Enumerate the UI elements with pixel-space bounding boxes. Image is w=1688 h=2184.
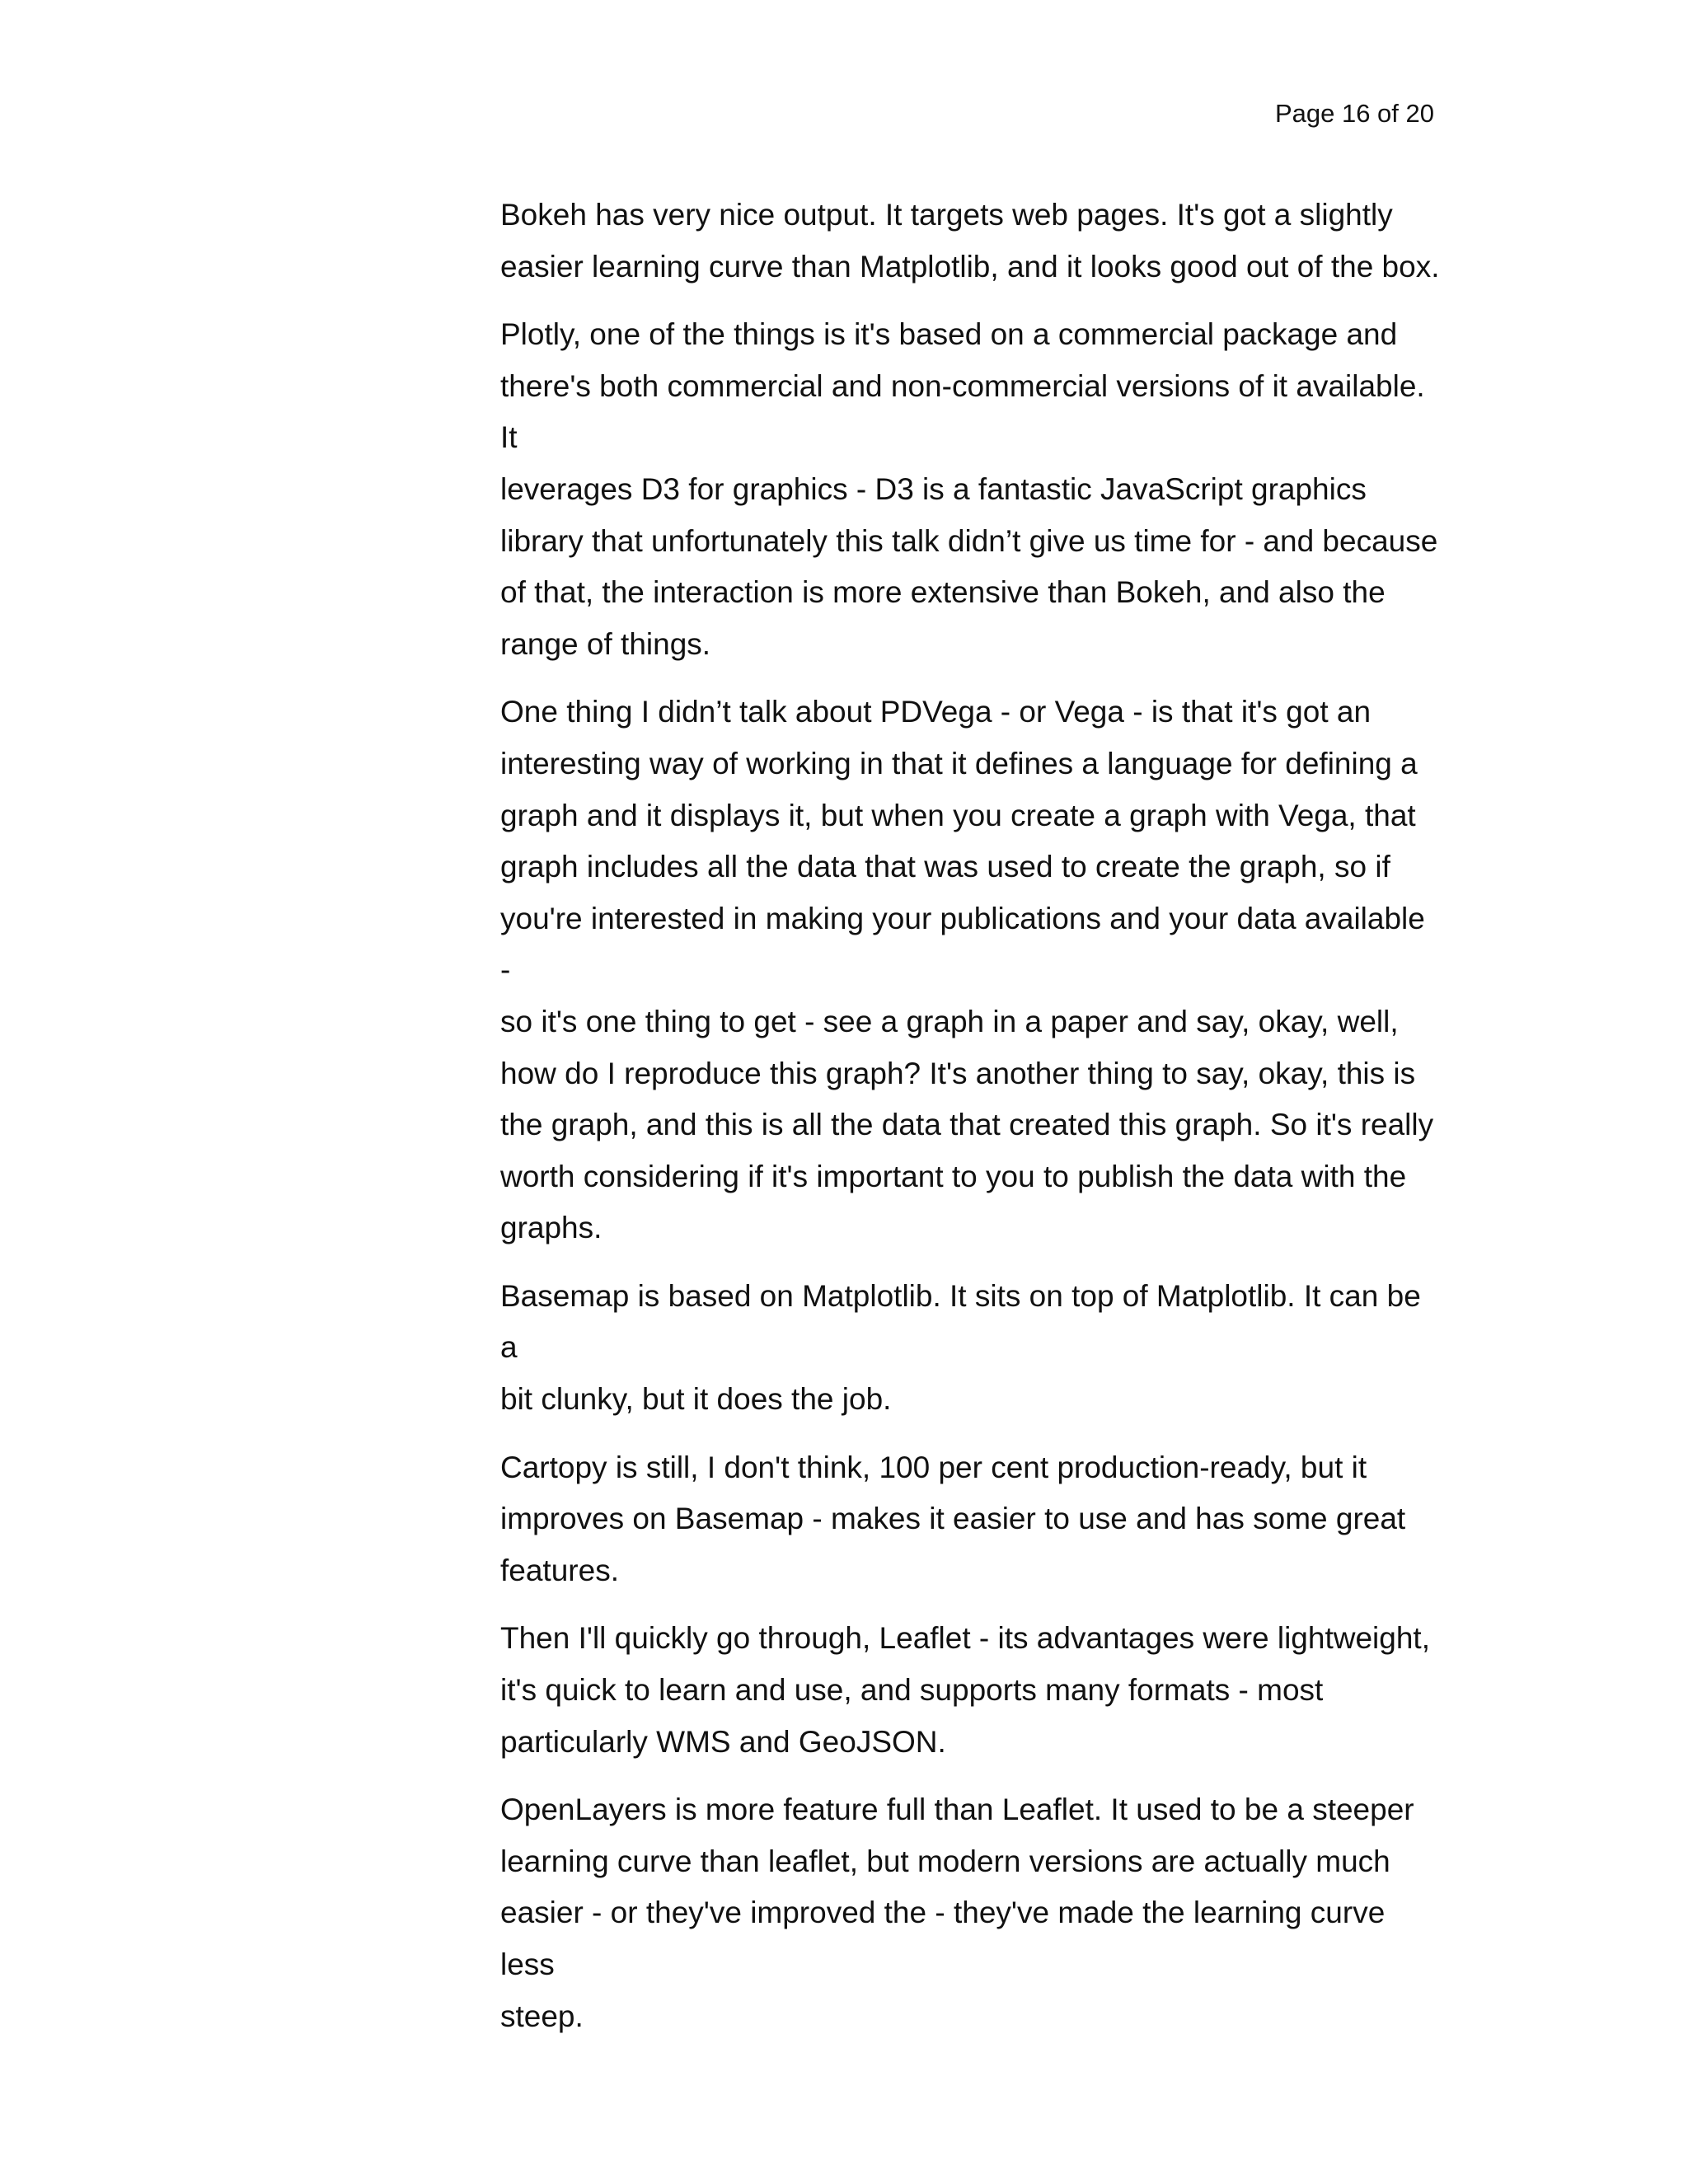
paragraph-vega: One thing I didn’t talk about PDVega - or Vega - is that it's got an interesting way of working in that it defines a language for defining a graph and it displays it, but when you create a graph with Vega, that graph includes all the data that was used to create the graph, so if you're interested in making your publications and your data available - so it's one thing to get - see a graph in a paper and say, okay, well, how do I reproduce this graph? It's another thing to say, okay, this is the graph, and this is all the data that created this graph. So it's really worth considering if it's important to you to publish the data with the graphs. bbox=[500, 695, 1434, 1245]
paragraph-plotly: Plotly, one of the things is it's based on a commercial package and there's both commercial and non-commercial versions of it available. It leverages D3 for graphics - D3 is a fantastic JavaScript graphics library that unfortunately this talk didn’t give us time for - and because of that, the interaction is more extensive than Bokeh, and also the range of things. bbox=[500, 317, 1438, 661]
page-number: Page 16 of 20 bbox=[1274, 99, 1434, 128]
paragraph-bokeh: Bokeh has very nice output. It targets web pages. It's got a slightly easier learning curve than Matplotlib, and it looks good out of the box. bbox=[500, 198, 1440, 284]
paragraph-cartopy: Cartopy is still, I don't think, 100 per cent production-ready, but it improves on Basemap - makes it easier to use and has some great features. bbox=[500, 1450, 1406, 1587]
document-body bbox=[500, 190, 1440, 2059]
paragraph-leaflet: Then I'll quickly go through, Leaflet - its advantages were lightweight, it's quick to learn and use, and supports many formats - most particularly WMS and GeoJSON. bbox=[500, 1621, 1430, 1759]
paragraph-openlayers: OpenLayers is more feature full than Leaflet. It used to be a steeper learning curve than leaflet, but modern versions are actually much easier - or they've improved the - they've made the learning curve less steep. bbox=[500, 1793, 1414, 2033]
paragraph-basemap: Basemap is based on Matplotlib. It sits on top of Matplotlib. It can be a bit clunky, but it does the job. bbox=[500, 1278, 1421, 1417]
